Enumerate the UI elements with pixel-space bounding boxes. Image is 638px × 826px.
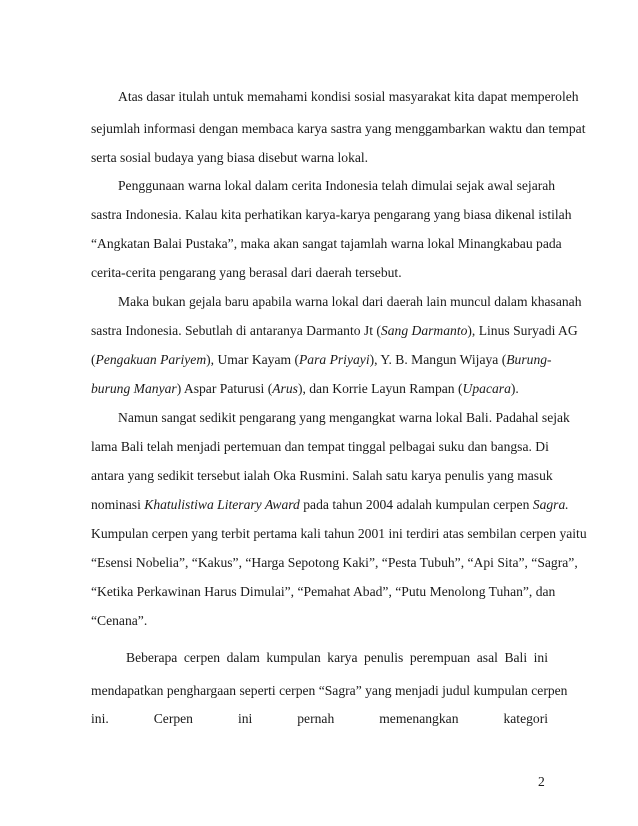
paragraph-3-line-2: [91, 323, 578, 339]
paragraph-2-line-4: cerita-cerita pengarang yang berasal dari daerah tersebut.: [91, 265, 402, 280]
text-segment: ), dan Korrie Layun Rampan (: [297, 381, 463, 396]
paragraph-4-line-4: [91, 497, 569, 513]
text-segment: nominasi: [91, 497, 145, 512]
paragraph-3-line-3: [91, 352, 552, 368]
paragraph-5-line-1: Beberapa cerpen dalam kumpulan karya penulis perempuan asal Bali ini: [126, 650, 548, 665]
text-segment: pada tahun 2004 adalah kumpulan cerpen: [299, 497, 533, 512]
page-number: 2: [538, 774, 545, 789]
title-khatulistiwa-literary-award: Khatulistiwa Literary Award: [144, 497, 300, 512]
title-upacara: Upacara: [462, 381, 511, 396]
text-segment: ).: [510, 381, 519, 396]
title-para-priyayi: Para Priyayi: [299, 352, 370, 367]
paragraph-5-line-2: mendapatkan penghargaan seperti cerpen “Sagra” yang menjadi judul kumpulan cerpen: [91, 683, 568, 698]
paragraph-2-line-2: sastra Indonesia. Kalau kita perhatikan karya-karya pengarang yang biasa dikenal istilah: [91, 207, 572, 222]
text-segment: (: [91, 352, 96, 367]
text-segment: ), Y. B. Mangun Wijaya (: [369, 352, 507, 367]
title-burung-manyar-part2: burung Manyar: [91, 381, 177, 396]
title-burung-manyar-part1: Burung-: [506, 352, 552, 367]
paragraph-3-line-1: Maka bukan gejala baru apabila warna lokal dari daerah lain muncul dalam khasanah: [118, 294, 582, 309]
paragraph-2-line-1: Penggunaan warna lokal dalam cerita Indonesia telah dimulai sejak awal sejarah: [118, 178, 556, 193]
paragraph-4-line-5: Kumpulan cerpen yang terbit pertama kali tahun 2001 ini terdiri atas sembilan cerpen yaitu: [91, 526, 587, 541]
paragraph-2-line-3: “Angkatan Balai Pustaka”, maka akan sangat tajamlah warna lokal Minangkabau pada: [91, 236, 562, 251]
paragraph-4-line-2: lama Bali telah menjadi pertemuan dan tempat tinggal pelbagai suku dan bangsa. Di: [91, 439, 549, 454]
paragraph-3-line-4: [91, 381, 548, 397]
text-segment: ), Umar Kayam (: [206, 352, 299, 367]
title-pengakuan-pariyem: Pengakuan Pariyem: [95, 352, 207, 367]
text-segment: ) Aspar Paturusi (: [176, 381, 273, 396]
title-sagra: Sagra.: [532, 497, 569, 512]
paragraph-1-line-2: sejumlah informasi dengan membaca karya sastra yang menggambarkan waktu dan tempat: [91, 121, 586, 136]
title-sang-darmanto: Sang Darmanto: [380, 323, 468, 338]
paragraph-1-line-1: Atas dasar itulah untuk memahami kondisi sosial masyarakat kita dapat memperoleh: [118, 89, 579, 104]
title-arus: Arus: [272, 381, 298, 396]
paragraph-4-line-3: antara yang sedikit tersebut ialah Oka Rusmini. Salah satu karya penulis yang masuk: [91, 468, 553, 483]
paragraph-4-line-7: “Ketika Perkawinan Harus Dimulai”, “Pemahat Abad”, “Putu Menolong Tuhan”, dan: [91, 584, 556, 599]
text-segment: sastra Indonesia. Sebutlah di antaranya Darmanto Jt (: [91, 323, 381, 338]
paragraph-4-line-1: Namun sangat sedikit pengarang yang mengangkat warna lokal Bali. Padahal sejak: [118, 410, 570, 425]
paragraph-4-line-8: “Cenana”.: [91, 613, 148, 628]
paragraph-5-line-3: ini. Cerpen ini pernah memenangkan kategori: [91, 711, 548, 726]
paragraph-4-line-6: “Esensi Nobelia”, “Kakus”, “Harga Sepotong Kaki”, “Pesta Tubuh”, “Api Sita”, “Sagra”,: [91, 555, 578, 570]
text-segment: ), Linus Suryadi AG: [467, 323, 578, 338]
paragraph-1-line-3: serta sosial budaya yang biasa disebut warna lokal.: [91, 150, 369, 165]
